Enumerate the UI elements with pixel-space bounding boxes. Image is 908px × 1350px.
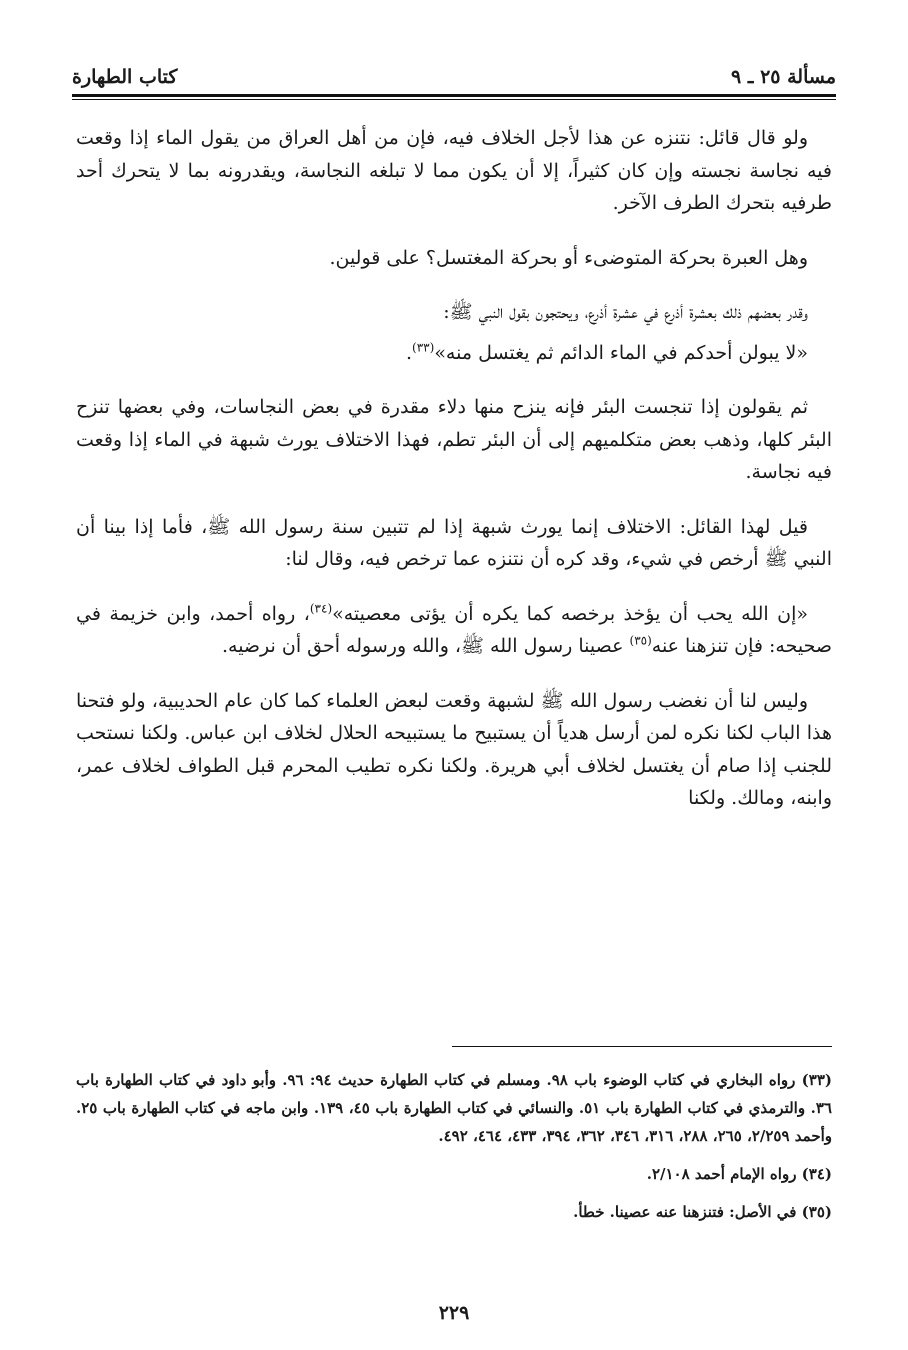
footnote-ref-35: (٣٥) — [629, 633, 652, 648]
footnote-35: (٣٥) في الأصل: فتنزهنا عنه عصينا. خطأ. — [573, 1203, 832, 1221]
paragraph-3: وقدر بعضهم ذلك بعشرة أذرع في عشرة أذرع، ويحتجون بقول النبي ﷺ: — [443, 301, 808, 323]
paragraph-2: وهل العبرة بحركة المتوضىء أو بحركة المغتسل؟ على قولين. — [329, 246, 808, 269]
paragraph-4: ثم يقولون إذا تنجست البئر فإنه ينزح منها دلاء مقدرة في بعض النجاسات، وفي بعضها تنزح البئر كلها، وذهب بعض متكلميهم إلى أن البئر تطم، فهذا الاختلاف يورث شبهة في الماء إذا وقعت فيه نجاسة. — [76, 396, 832, 483]
running-header — [72, 58, 836, 88]
page-number: ٢٢٩ — [438, 1302, 470, 1324]
header-rule — [72, 94, 836, 97]
footnote-33: (٣٣) رواه البخاري في كتاب الوضوء باب ٩٨. ومسلم في كتاب الطهارة حديث ٩٤: ٩٦. وأبو داود في كتاب الطهارة باب ٣٦. والترمذي في كتاب الطهارة باب ٥١. والنسائي في كتاب الطهارة باب ٤٥، ١٣٩. وابن ماجه في كتاب الطهارة باب ٢٥. وأحمد ٢/٢٥٩، ٢٦٥، ٢٨٨، ٣١٦، ٣٤٦، ٣٦٢، ٣٩٤، ٤٣٣، ٤٦٤، ٤٩٢. — [76, 1071, 833, 1145]
footnote-ref-34: (٣٤) — [309, 601, 333, 616]
paragraph-5: قيل لهذا القائل: الاختلاف إنما يورث شبهة إذا لم تتبين سنة رسول الله ﷺ، فأما إذا بينا أن النبي ﷺ أرخص في شيء، وقد كره أن نتنزه عما ترخص فيه، وقال لنا: — [76, 515, 832, 570]
header-issue-number: مسألة ٢٥ ـ ٩ — [731, 66, 836, 88]
header-rule-thin — [72, 99, 836, 100]
paragraph-1: ولو قال قائل: نتنزه عن هذا لأجل الخلاف فيه، فإن من أهل العراق من يقول الماء إذا وقعت فيه نجاسة نجسته وإن كان كثيراً، إلا أن يكون مما لا تبلغه النجاسة، ويقدرونه بما لا يتحرك أحد طرفيه بتحرك الطرف الآخر. — [76, 127, 832, 214]
hadith-34-text: «إن الله يحب أن يؤخذ برخصه كما يكره أن يؤتى معصيته» — [332, 602, 808, 625]
footnotes — [76, 1066, 832, 1236]
hadith-34-tail-2: عصينا رسول الله ﷺ، والله ورسوله أحق أن نرضيه. — [221, 635, 630, 657]
hadith-quote-34 — [76, 598, 832, 663]
hadith-33-tail: . — [406, 341, 413, 364]
paragraph-6: وليس لنا أن نغضب رسول الله ﷺ لشبهة وقعت لبعض العلماء كما كان عام الحديبية، ولو فتحنا هذا الباب لكنا نكره لمن أرسل هدياً أن يستبيح ما يستبيحه الحلال لخلاف ابن عباس. ولكنا نستحب للجنب إذا صام أن يغتسل لخلاف أبي هريرة. ولكنا نكره تطيب المحرم قبل الطواف لخلاف عمر، وابنه، ومالك. ولكنا — [76, 689, 832, 809]
footnote-ref-33: (٣٣) — [412, 340, 435, 355]
footnote-rule — [452, 1046, 832, 1047]
header-book-title: كتاب الطهارة — [72, 66, 178, 88]
footnote-34: (٣٤) رواه الإمام أحمد ٢/١٠٨. — [646, 1165, 832, 1183]
hadith-quote-33 — [76, 337, 832, 370]
main-text — [76, 122, 832, 837]
hadith-34-tail: ، رواه أحمد، وابن خزيمة في صحيحه: فإن تنزهنا عنه — [76, 602, 832, 657]
hadith-33-text: «لا يبولن أحدكم في الماء الدائم ثم يغتسل منه» — [434, 341, 808, 364]
